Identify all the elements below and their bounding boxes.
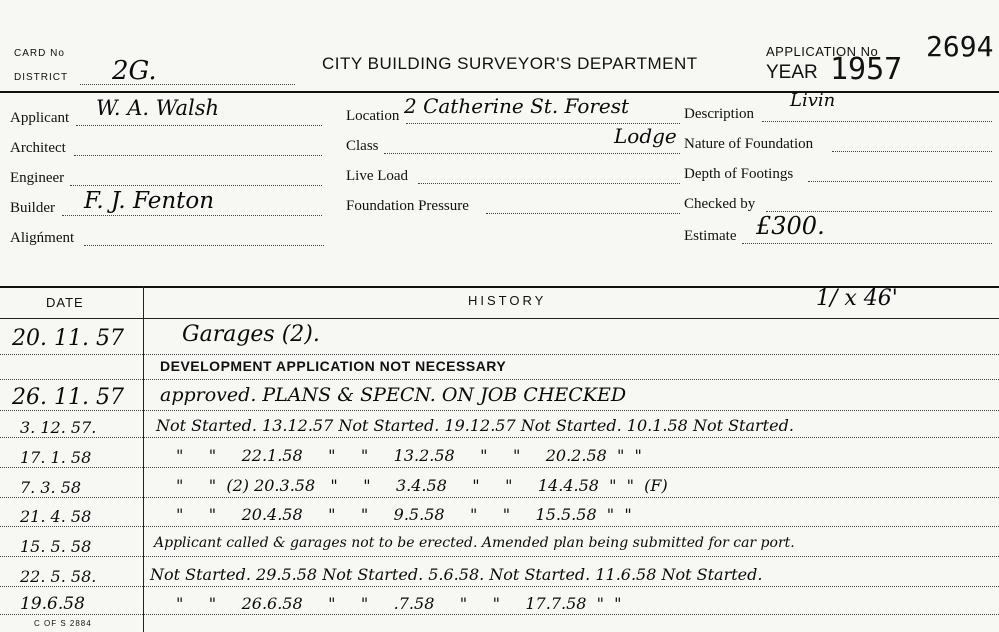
history-row-text: " " 26.6.58 " " .7.58 " " 17.7.58 " " [176,594,622,613]
description-value: Livin [790,90,836,111]
history-header: HISTORY [468,293,547,308]
history-row-text: " " 20.4.58 " " 9.5.58 " " 15.5.58 " " [176,505,632,524]
application-no-value: 2694 [926,30,994,63]
class-label: Class [346,138,379,154]
nature-of-foundation-label: Nature of Foundation [684,136,814,152]
live-load-label: Live Load [346,168,409,184]
engineer-label: Engineer [10,170,65,186]
year-value: 1957 [830,52,903,87]
card-no-label: CARD No [14,48,65,59]
location-label: Location [346,108,400,124]
estimate-value: £300. [756,212,825,240]
district-value: 2G. [112,56,157,86]
estimate-label: Estimate [684,228,737,244]
builder-value: F. J. Fenton [84,188,215,214]
date-header: DATE [46,295,84,310]
alignment-label: Aligńment [10,230,75,246]
history-row-date: 17. 1. 58 [20,448,92,467]
builder-label: Builder [10,200,55,216]
history-row-date: 26. 11. 57 [12,385,124,410]
history-row-text: Applicant called & garages not to be erected. Amended plan being submitted for car port. [154,535,795,551]
applicant-label: Applicant [10,110,70,126]
history-stamp-text: DEVELOPMENT APPLICATION NOT NECESSARY [160,358,507,374]
department-title: CITY BUILDING SURVEYOR'S DEPARTMENT [322,54,698,73]
application-no-label: APPLICATION No [766,44,879,59]
history-row-date: 7. 3. 58 [20,478,82,497]
history-row-text: Not Started. 29.5.58 Not Started. 5.6.58. Not Started. 11.6.58 Not Started. [150,565,763,584]
history-header-rule [0,318,999,319]
history-row-text: Garages (2). [182,322,320,347]
history-row-date: 22. 5. 58. [20,567,97,586]
history-row-date: 3. 12. 57. [20,418,97,437]
history-row-text: " " (2) 20.3.58 " " 3.4.58 " " 14.4.58 " " (F) [176,476,668,495]
district-label: DISTRICT [14,72,69,83]
history-row-date: 15. 5. 58 [20,537,92,556]
history-row-text: " " 22.1.58 " " 13.2.58 " " 20.2.58 " " [176,446,642,465]
history-row-date: 21. 4. 58 [20,507,92,526]
date-column-divider [143,286,144,632]
depth-of-footings-label: Depth of Footings [684,166,794,182]
history-row-date: 19.6.58 [20,594,85,614]
history-row-text: Not Started. 13.12.57 Not Started. 19.12.57 Not Started. 10.1.58 Not Started. [156,416,794,435]
history-row-date: 20. 11. 57 [12,326,124,351]
history-row-text: approved. PLANS & SPECN. ON JOB CHECKED [160,384,627,406]
architect-label: Architect [10,140,66,156]
foundation-pressure-label: Foundation Pressure [346,198,469,214]
history-header-note: 1/ x 46' [816,286,898,311]
year-label: YEAR [766,62,818,83]
checked-by-label: Checked by [684,196,756,212]
location-value-line2: Lodge [614,124,677,148]
form-code: C OF S 2884 [34,619,92,628]
applicant-value: W. A. Walsh [96,96,220,120]
header-rule [0,91,999,93]
location-value: 2 Catherine St. Forest [404,94,630,118]
description-label: Description [684,106,754,122]
